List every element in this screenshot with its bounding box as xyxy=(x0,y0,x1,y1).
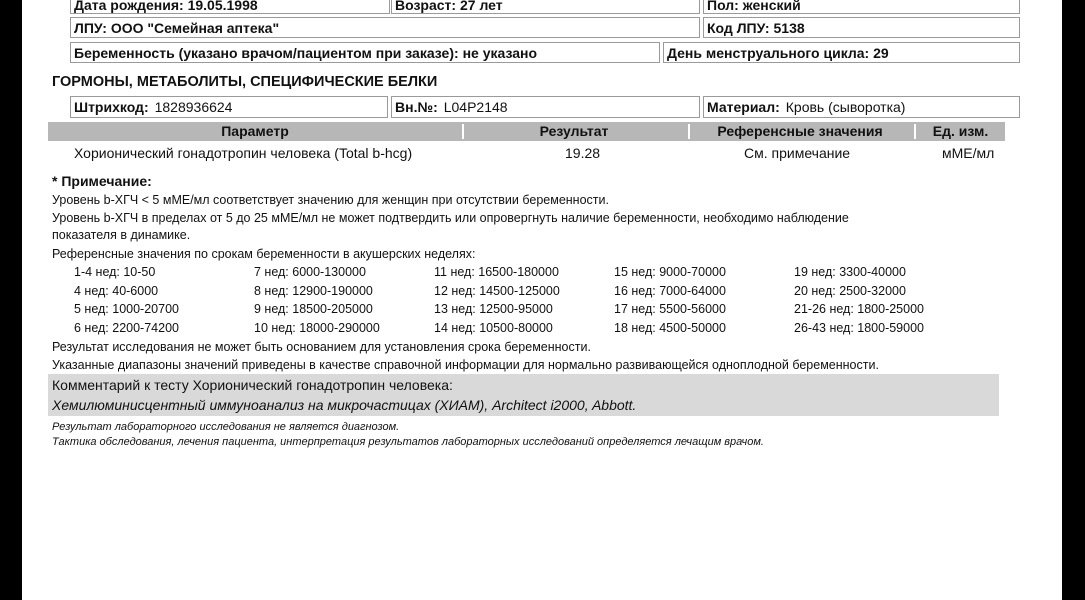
results-table-header xyxy=(48,122,1005,141)
week-ref: 16 нед: 7000-64000 xyxy=(614,284,726,298)
lpu-code-label: Код ЛПУ: xyxy=(707,20,770,36)
barcode-label: Штрихкод: xyxy=(74,99,149,115)
week-ref: 21-26 нед: 1800-25000 xyxy=(794,302,924,316)
cycle-day-box xyxy=(663,42,1020,63)
internal-number-value: L04P2148 xyxy=(443,99,508,115)
header-result: Результат xyxy=(539,123,609,139)
header-reference: Референсные значения xyxy=(717,123,883,139)
note-line: показателя в динамике. xyxy=(52,228,191,242)
barcode-value: 1828936624 xyxy=(154,99,233,115)
note-line: Уровень b-ХГЧ в пределах от 5 до 25 мМЕ/мл не может подтвердить или опровергнуть наличие беременности, необходимо наблюдение xyxy=(52,211,849,225)
week-ref: 4 нед: 40-6000 xyxy=(74,284,159,298)
lpu-box xyxy=(70,17,700,38)
row-parameter: Хорионический гонадотропин человека (Total b-hcg) xyxy=(74,145,413,161)
cycle-day-label: День менструального цикла: xyxy=(667,45,870,61)
week-ref: 11 нед: 16500-180000 xyxy=(434,265,559,279)
material-label: Материал: xyxy=(707,99,780,115)
row-unit: мМЕ/мл xyxy=(942,145,995,161)
header-unit: Ед. изм. xyxy=(932,123,989,139)
disclaimer-line: Тактика обследования, лечения пациента, интерпретация результатов лабораторных исследований определяется лечащим врачом. xyxy=(52,436,764,448)
week-ref: 13 нед: 12500-95000 xyxy=(434,302,553,316)
row-result: 19.28 xyxy=(565,145,601,161)
pregnancy-value: не указано xyxy=(462,45,538,61)
comment-title: Комментарий к тесту Хорионический гонадотропин человека: xyxy=(52,377,453,393)
note-line: Референсные значения по срокам беременности в акушерских неделях: xyxy=(52,247,476,261)
sex-label: Пол: xyxy=(707,0,739,13)
age-label: Возраст: xyxy=(395,0,457,13)
barcode-box xyxy=(70,96,388,118)
week-ref: 14 нед: 10500-80000 xyxy=(434,321,553,335)
lpu-value: ООО "Семейная аптека" xyxy=(110,20,280,36)
week-ref: 8 нед: 12900-190000 xyxy=(254,284,373,298)
test-comment-block xyxy=(48,374,999,416)
pregnancy-label: Беременность (указано врачом/пациентом при заказе): xyxy=(74,45,459,61)
dob-label: Дата рождения: xyxy=(74,0,184,13)
week-ref: 26-43 нед: 1800-59000 xyxy=(794,321,924,335)
week-ref: 19 нед: 3300-40000 xyxy=(794,265,906,279)
note-line: Указанные диапазоны значений приведены в качестве справочной информации для нормально развивающейся одноплодной беременности. xyxy=(52,358,879,372)
week-ref: 6 нед: 2200-74200 xyxy=(74,321,179,335)
lpu-code-value: 5138 xyxy=(773,20,805,36)
disclaimer-line: Результат лабораторного исследования не является диагнозом. xyxy=(52,421,400,433)
cycle-day-value: 29 xyxy=(873,45,889,61)
pregnancy-box xyxy=(70,42,660,63)
note-line: Уровень b-ХГЧ < 5 мМЕ/мл соответствует значению для женщин при отсутствии беременности. xyxy=(52,193,609,207)
week-ref: 1-4 нед: 10-50 xyxy=(74,265,156,279)
week-ref: 18 нед: 4500-50000 xyxy=(614,321,726,335)
age-box xyxy=(391,0,700,14)
internal-number-label: Вн.№: xyxy=(395,99,438,115)
note-title: * Примечание: xyxy=(52,173,152,189)
comment-text: Хемилюминисцентный иммуноанализ на микрочастицах (ХИАМ), Architect i2000, Abbott. xyxy=(52,397,637,413)
week-ref: 20 нед: 2500-32000 xyxy=(794,284,906,298)
dob-value: 19.05.1998 xyxy=(187,0,258,13)
material-box xyxy=(703,96,1020,118)
lpu-label: ЛПУ: xyxy=(74,20,107,36)
week-ref: 9 нед: 18500-205000 xyxy=(254,302,373,316)
week-ref: 5 нед: 1000-20700 xyxy=(74,302,179,316)
lpu-code-box xyxy=(703,17,1020,38)
note-line: Результат исследования не может быть основанием для установления срока беременности. xyxy=(52,340,591,354)
section-title: ГОРМОНЫ, МЕТАБОЛИТЫ, СПЕЦИФИЧЕСКИЕ БЕЛКИ xyxy=(52,74,438,90)
sex-value: женский xyxy=(742,0,801,13)
material-value: Кровь (сыворотка) xyxy=(785,99,906,115)
header-parameter: Параметр xyxy=(221,123,289,139)
lab-report-page xyxy=(22,0,1062,600)
week-ref: 7 нед: 6000-130000 xyxy=(254,265,366,279)
week-ref: 12 нед: 14500-125000 xyxy=(434,284,560,298)
week-ref: 17 нед: 5500-56000 xyxy=(614,302,726,316)
week-ref: 10 нед: 18000-290000 xyxy=(254,321,380,335)
age-value: 27 лет xyxy=(459,0,503,13)
internal-number-box xyxy=(391,96,700,118)
sex-box xyxy=(703,0,1020,14)
week-ref: 15 нед: 9000-70000 xyxy=(614,265,726,279)
row-reference: См. примечание xyxy=(744,145,851,161)
dob-box xyxy=(70,0,390,14)
